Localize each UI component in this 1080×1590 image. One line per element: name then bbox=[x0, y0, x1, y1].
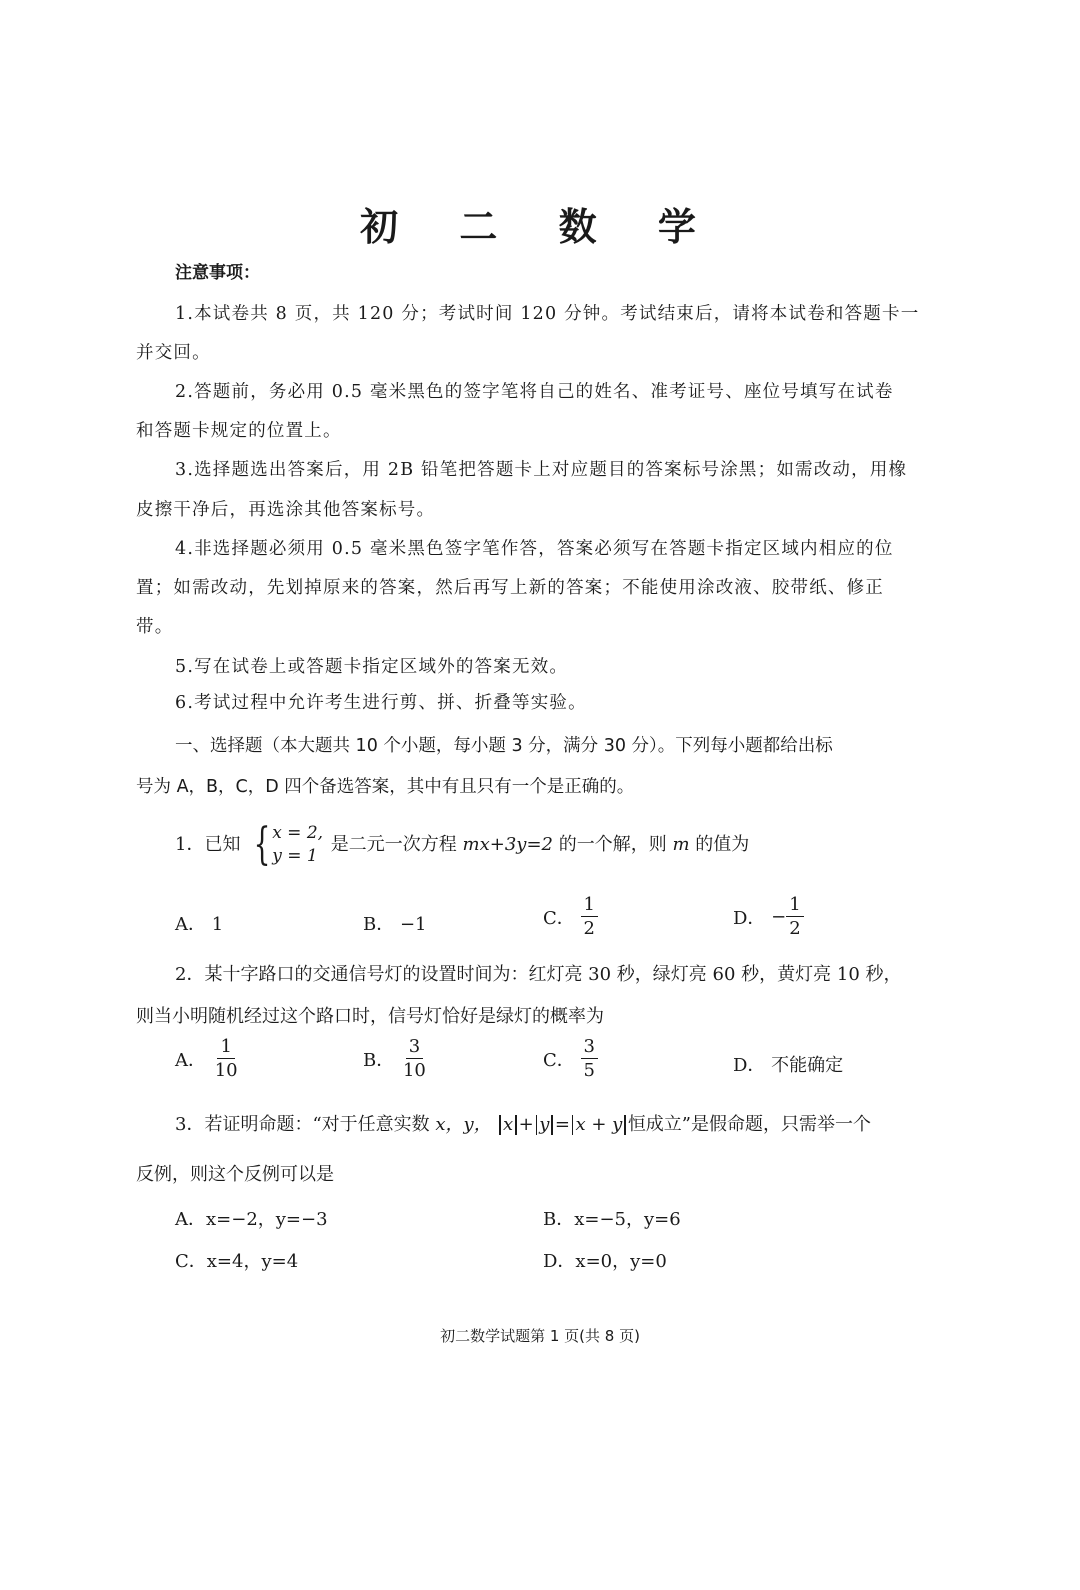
question-3-cont: 反例，则这个反例可以是 bbox=[136, 1164, 334, 1185]
q2-option-c bbox=[543, 1038, 598, 1080]
system-row: y = 1 bbox=[272, 845, 318, 866]
abs-bar bbox=[572, 1115, 574, 1135]
denominator: 10 bbox=[214, 1060, 238, 1081]
q1-suffix: 的一个解，则 bbox=[552, 833, 673, 855]
abs-bar bbox=[551, 1115, 553, 1135]
q3-prefix: 3．若证明命题：“对于任意实数 bbox=[175, 1114, 436, 1135]
q2-option-a bbox=[175, 1038, 241, 1080]
notice-line: 3.选择题选出答案后，用 2B 铅笔把答题卡上对应题目的答案标号涂黑；如需改动，用橡 bbox=[175, 460, 908, 480]
numerator: 1 bbox=[217, 1038, 234, 1059]
option-label: D． bbox=[733, 908, 766, 929]
notice-line: 和答题卡规定的位置上。 bbox=[136, 421, 342, 441]
q1-option-d bbox=[733, 896, 804, 938]
section-heading: 一、选择题（本大题共 10 个小题，每小题 3 分，满分 30 分）。下列每小题都给出标 bbox=[175, 736, 833, 756]
q3-option-a: A．x=−2，y=−3 bbox=[175, 1209, 328, 1230]
abs-bar bbox=[536, 1115, 538, 1135]
equation-system bbox=[248, 818, 324, 870]
question-2: 2．某十字路口的交通信号灯的设置时间为：红灯亮 30 秒，绿灯亮 60 秒，黄灯亮 10 秒， bbox=[175, 964, 902, 985]
abs-bar bbox=[515, 1115, 517, 1135]
option-label: D． bbox=[733, 1055, 766, 1076]
q3-vars: x，y， bbox=[435, 1114, 492, 1135]
option-label: C． bbox=[543, 908, 575, 929]
option-label: A． bbox=[175, 914, 206, 935]
fraction bbox=[581, 1038, 598, 1080]
q1-option-a bbox=[175, 910, 223, 936]
abs-bar bbox=[624, 1115, 626, 1135]
option-value: 不能确定 bbox=[771, 1055, 844, 1076]
q1-prefix: 1．已知 bbox=[175, 833, 241, 855]
denominator: 5 bbox=[583, 1060, 595, 1081]
notice-line: 带。 bbox=[136, 617, 174, 637]
notice-heading: 注意事项： bbox=[175, 263, 260, 283]
option-label: A． bbox=[175, 1050, 206, 1071]
page-title: 初 二 数 学 bbox=[360, 205, 720, 249]
abs-bar bbox=[499, 1115, 501, 1135]
q3-suffix: 恒成立”是假命题，只需举一个 bbox=[627, 1114, 872, 1135]
q1-equation: mx+3y=2 bbox=[462, 833, 553, 855]
notice-line: 4.非选择题必须用 0.5 毫米黑色签字笔作答，答案必须写在答题卡指定区域内相应的位 bbox=[175, 539, 894, 559]
q3-option-d: D．x=0，y=0 bbox=[543, 1251, 667, 1272]
minus-sign: − bbox=[771, 906, 787, 928]
fraction bbox=[400, 1038, 429, 1080]
notice-line: 1.本试卷共 8 页，共 120 分；考试时间 120 分钟。考试结束后，请将本试卷和答题卡一 bbox=[175, 304, 920, 324]
abs-sum: x + y bbox=[575, 1114, 623, 1135]
q1-option-c bbox=[543, 896, 598, 938]
abs-y: y bbox=[539, 1114, 550, 1135]
notice-line: 并交回。 bbox=[136, 343, 211, 363]
notice-line: 5.写在试卷上或答题卡指定区域外的答案无效。 bbox=[175, 657, 569, 677]
option-label: C． bbox=[543, 1050, 575, 1071]
numerator: 3 bbox=[406, 1038, 423, 1059]
equals-sign: = bbox=[554, 1114, 570, 1135]
notice-line: 2.答题前，务必用 0.5 毫米黑色的签字笔将自己的姓名、准考证号、座位号填写在试卷 bbox=[175, 382, 894, 402]
q1-variable: m bbox=[672, 833, 690, 855]
denominator: 2 bbox=[583, 918, 595, 939]
notice-line: 置；如需改动，先划掉原来的答案，然后再写上新的答案；不能使用涂改液、胶带纸、修正 bbox=[136, 578, 884, 598]
numerator: 1 bbox=[786, 896, 803, 917]
option-label: B． bbox=[363, 914, 395, 935]
question-3 bbox=[175, 1110, 871, 1136]
q3-option-c: C．x=4，y=4 bbox=[175, 1251, 299, 1272]
brace-icon: { bbox=[253, 818, 271, 870]
q1-middle: 是二元一次方程 bbox=[330, 833, 463, 855]
notice-line: 6.考试过程中允许考生进行剪、拼、折叠等实验。 bbox=[175, 693, 587, 713]
fraction bbox=[581, 896, 598, 938]
page-footer: 初二数学试题第 1 页(共 8 页) bbox=[440, 1327, 640, 1345]
option-value: −1 bbox=[399, 914, 427, 935]
plus-sign: + bbox=[518, 1114, 534, 1135]
numerator: 3 bbox=[581, 1038, 598, 1059]
section-heading-cont: 号为 A，B，C，D 四个备选答案，其中有且只有一个是正确的。 bbox=[136, 777, 635, 797]
option-label: B． bbox=[363, 1050, 395, 1071]
denominator: 10 bbox=[402, 1060, 426, 1081]
q1-option-b bbox=[363, 910, 427, 936]
question-1 bbox=[175, 818, 750, 870]
numerator: 1 bbox=[581, 896, 598, 917]
notice-line: 皮擦干净后，再选涂其他答案标号。 bbox=[136, 500, 436, 520]
fraction bbox=[212, 1038, 241, 1080]
q2-option-b bbox=[363, 1038, 429, 1080]
fraction bbox=[786, 896, 803, 938]
system-row: x = 2, bbox=[272, 823, 324, 843]
question-2-cont: 则当小明随机经过这个路口时，信号灯恰好是绿灯的概率为 bbox=[136, 1006, 604, 1027]
option-value: 1 bbox=[211, 914, 224, 935]
denominator: 2 bbox=[789, 918, 801, 939]
q1-suffix: 的值为 bbox=[689, 833, 750, 855]
q2-option-d bbox=[733, 1051, 843, 1077]
q3-option-b: B．x=−5，y=6 bbox=[543, 1209, 681, 1230]
abs-x: x bbox=[502, 1114, 514, 1135]
